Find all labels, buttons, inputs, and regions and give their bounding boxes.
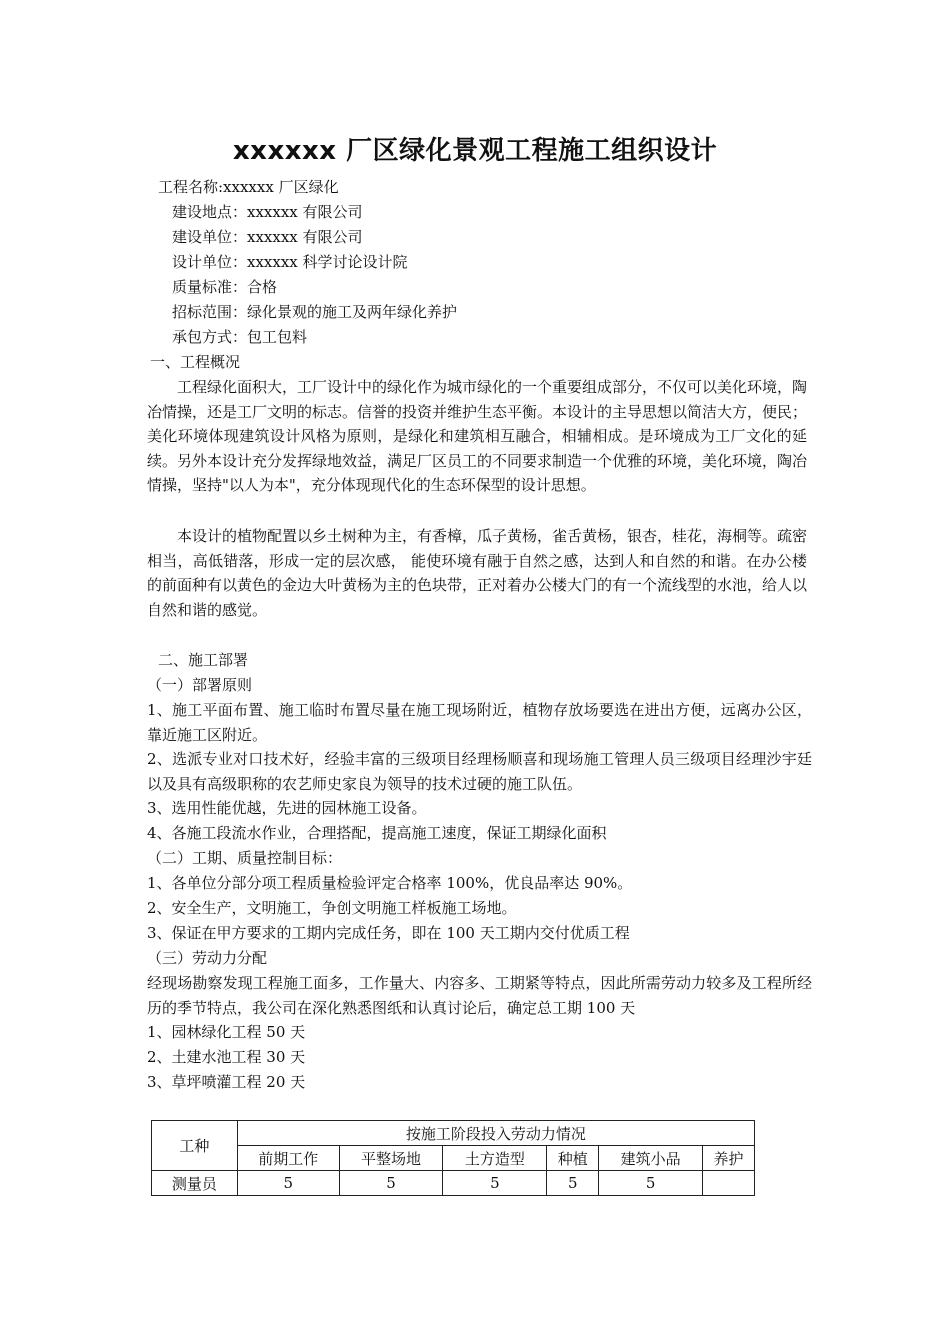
header-stage: 土方造型: [443, 1146, 547, 1171]
info-designer: 设计单位：xxxxxx 科学讨论设计院: [172, 253, 408, 271]
page-title: xxxxxx 厂区绿化景观工程施工组织设计: [232, 136, 718, 166]
labor-table: [151, 1120, 755, 1196]
info-location: 建设地点：xxxxxx 有限公司: [172, 203, 363, 221]
value-cell: 5: [547, 1171, 599, 1196]
goal-item: 3、保证在甲方要求的工期内完成任务，即在 100 天工期内交付优质工程: [147, 924, 630, 942]
info-builder: 建设单位：xxxxxx 有限公司: [172, 228, 363, 246]
header-stage: 养护: [703, 1146, 755, 1171]
header-stage: 平整场地: [339, 1146, 443, 1171]
table-header-row: [152, 1121, 755, 1146]
table-row: [152, 1171, 755, 1196]
worker-cell: 测量员: [152, 1171, 238, 1196]
table-subheader-row: [152, 1146, 755, 1171]
goal-item: 1、各单位分部分项工程质量检验评定合格率 100%，优良品率达 90%。: [147, 874, 633, 892]
value-cell: [703, 1171, 755, 1196]
goal-item: 2、安全生产，文明施工，争创文明施工样板施工场地。: [147, 899, 517, 917]
header-stage: 建筑小品: [599, 1146, 703, 1171]
value-cell: 5: [443, 1171, 547, 1196]
header-stage-group: 按施工阶段投入劳动力情况: [237, 1121, 754, 1146]
principle-item: 1、施工平面布置、施工临时布置尽量在施工现场附近，植物存放场要选在进出方便，远离办公区，靠近施工区附近。: [147, 701, 812, 744]
subheading-goals: （二）工期、质量控制目标：: [147, 849, 343, 867]
info-contract: 承包方式：包工包料: [172, 328, 308, 346]
info-project-name: 工程名称:xxxxxx 厂区绿化: [158, 178, 339, 196]
overview-paragraph-2: 本设计的植物配置以乡土树种为主，有香樟，瓜子黄杨，雀舌黄杨，银杏，桂花，海桐等。疏密相当，高低错落，形成一定的层次感， 能使环境有融于自然之感，达到人和自然的和谐。在办公楼的前面种有以黄色的金边大叶黄杨为主的色块带，正对着办公楼大门的有一个流线型的水池，给人以自然和谐的感觉。: [147, 527, 808, 619]
overview-paragraph-1: 工程绿化面积大，工厂设计中的绿化作为城市绿化的一个重要组成部分，不仅可以美化环境，陶冶情操，还是工厂文明的标志。信誉的投资并维护生态平衡。本设计的主导思想以简洁大方，便民；美化环境体现建筑设计风格为原则，是绿化和建筑相互融合，相辅相成。是环境成为工厂文化的延续。另外本设计充分发挥绿地效益，满足厂区员工的不同要求制造一个优雅的环境，美化环境，陶冶情操，坚持"以人为本"，充分体现现代化的生态环保型的设计思想。: [147, 378, 808, 494]
info-quality: 质量标准：合格: [172, 278, 278, 296]
value-cell: 5: [599, 1171, 703, 1196]
principle-item: 3、选用性能优越，先进的园林施工设备。: [147, 799, 427, 817]
section-heading-overview: 一、工程概况: [150, 353, 241, 371]
subheading-labor: （三）劳动力分配: [147, 949, 268, 967]
subheading-principles: （一）部署原则: [147, 676, 253, 694]
header-stage: 种植: [547, 1146, 599, 1171]
principle-item: 4、各施工段流水作业，合理搭配，提高施工速度，保证工期绿化面积: [147, 824, 607, 842]
duration-item: 2、土建水池工程 30 天: [147, 1048, 306, 1066]
info-scope: 招标范围：绿化景观的施工及两年绿化养护: [172, 303, 458, 321]
value-cell: 5: [339, 1171, 443, 1196]
duration-item: 1、园林绿化工程 50 天: [147, 1023, 306, 1041]
header-stage: 前期工作: [237, 1146, 339, 1171]
section-heading-deployment: 二、施工部署: [158, 651, 249, 669]
header-worker-type: 工种: [152, 1121, 238, 1171]
principle-item: 2、选派专业对口技术好，经验丰富的三级项目经理杨顺喜和现场施工管理人员三级项目经理沙宇廷以及具有高级职称的农艺师史家良为领导的技术过硬的施工队伍。: [147, 750, 812, 793]
labor-intro: 经现场勘察发现工程施工面多，工作量大、内容多、工期紧等特点，因此所需劳动力较多及工程所经历的季节特点，我公司在深化熟悉图纸和认真讨论后，确定总工期 100 天: [147, 974, 812, 1017]
value-cell: 5: [237, 1171, 339, 1196]
duration-item: 3、草坪喷灌工程 20 天: [147, 1073, 306, 1091]
